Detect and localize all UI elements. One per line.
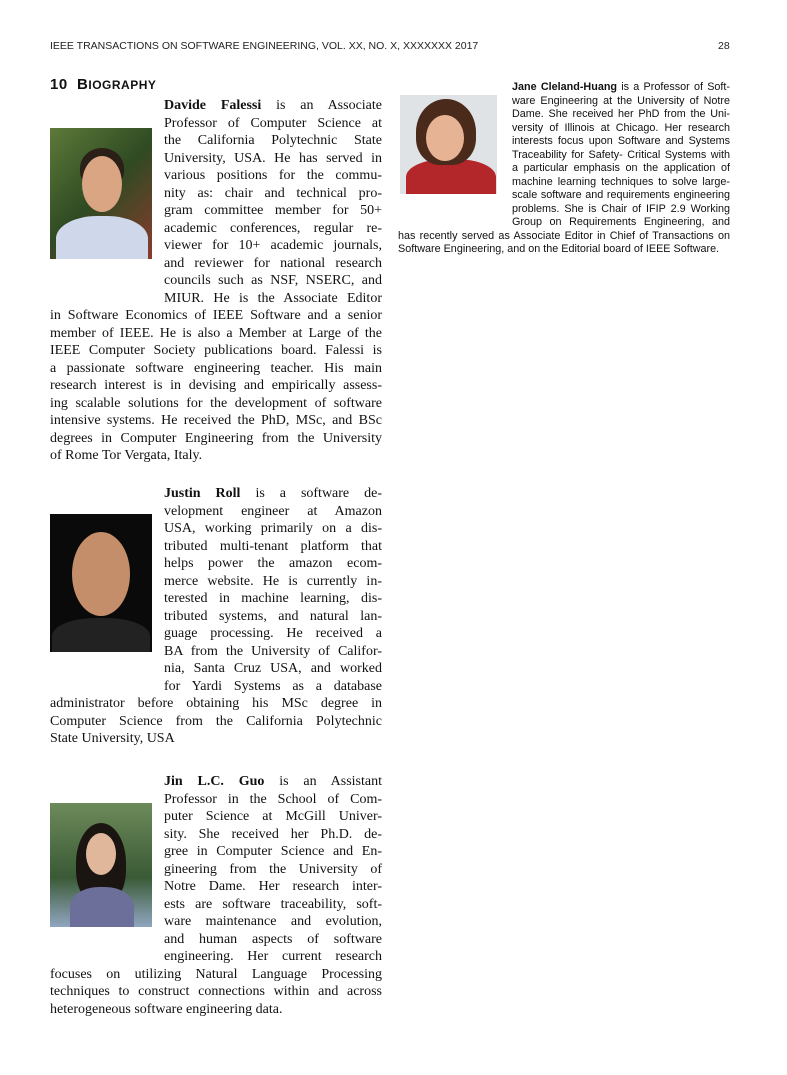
bio-line [164, 773, 382, 791]
running-header: IEEE TRANSACTIONS ON SOFTWARE ENGINEERING, VOL. XX, NO. X, XXXXXXX 2017 [50, 40, 479, 52]
bio-line [164, 808, 382, 826]
bio-text: puter Science at McGill Univer- [164, 809, 382, 824]
bio-text: gram committee member for 50+ [164, 203, 382, 218]
bio-text: Traceability for Safety- Critical Systems with [512, 148, 730, 161]
bio-text: a particular emphasis on the application of [512, 162, 730, 174]
bio-text: nia, Santa Cruz USA, and worked [164, 661, 382, 676]
bio-justin-roll [50, 485, 382, 748]
bio-text: the California Polytechnic State [164, 133, 382, 148]
bio-text: for Yardi Systems as a database [164, 678, 382, 694]
bio-line [164, 678, 382, 696]
bio-line [164, 132, 382, 150]
bio-text: is a software de- [255, 486, 382, 501]
bio-line [512, 108, 730, 122]
bio-text: academic conferences, regular re- [164, 220, 382, 236]
bio-text: helps power the amazon ecom- [164, 556, 382, 571]
bio-text: is an Assistant [279, 774, 382, 789]
section-heading [50, 76, 156, 93]
bio-text: sity. She received her Ph.D. de- [164, 826, 382, 842]
bio-line [164, 660, 382, 678]
bio-line: IEEE Computer Society publications board. Falessi is [50, 343, 382, 358]
bio-line [164, 861, 382, 879]
bio-line: member of IEEE. He is also a Member at Large of the [50, 325, 382, 341]
bio-line [164, 255, 382, 273]
bio-text: gree in Computer Science and En- [164, 844, 382, 859]
bio-line [164, 791, 382, 809]
bio-text: problems. She is Chair of IFIP 2.9 Working [512, 202, 730, 215]
bio-line [164, 290, 382, 308]
bio-line: degrees in Computer Engineering from the University [50, 430, 382, 446]
bio-line: intensive systems. He received the PhD, MSc, and BSc [50, 413, 382, 428]
author-name: Jin L.C. Guo [164, 774, 265, 789]
bio-text: velopment engineer at Amazon [164, 503, 382, 519]
section-title-rest: IOGRAPHY [88, 78, 157, 92]
bio-text: interests focus upon Software and Systems [512, 135, 730, 147]
bio-text: guage processing. He received a [164, 626, 382, 641]
bio-line: of Rome Tor Vergata, Italy. [50, 448, 203, 463]
bio-text: Professor in the School of Com- [164, 791, 382, 807]
bio-text: councils such as NSF, NSERC, and [164, 273, 382, 288]
bio-line [164, 948, 382, 966]
bio-text: Professor of Computer Science at [164, 115, 382, 131]
section-number: 10 [50, 76, 68, 93]
bio-text: is an Associate [276, 98, 382, 113]
bio-line [164, 843, 382, 861]
bio-line [164, 555, 382, 573]
bio-line [164, 625, 382, 643]
bio-line: focuses on utilizing Natural Language Processing [50, 966, 382, 982]
bio-line: a passionate software engineering teacher. His main [50, 360, 382, 376]
bio-line [164, 913, 382, 931]
bio-text: Notre Dame. Her research inter- [164, 879, 382, 894]
bio-line [164, 237, 382, 255]
bio-line [164, 590, 382, 608]
bio-text: MIUR. He is the Associate Editor [164, 290, 382, 306]
bio-line [164, 896, 382, 914]
bio-text: various positions for the commu- [164, 168, 382, 183]
author-name: Jane Cleland-Huang [512, 81, 618, 93]
bio-line: administrator before obtaining his MSc degree in [50, 696, 382, 711]
bio-text: University, USA. He has served in [164, 150, 382, 166]
bio-line: Computer Science from the California Polytechnic [50, 713, 382, 729]
bio-line: has recently served as Associate Editor in Chief of Transactions on [398, 229, 730, 242]
section-title-initial: B [77, 76, 89, 93]
bio-text: Group on Requirements Engineering, and [512, 216, 730, 228]
bio-text: and reviewer for national research [164, 255, 382, 271]
bio-text: USA, working primarily on a dis- [164, 521, 382, 536]
bio-line [512, 95, 730, 109]
bio-line [164, 167, 382, 185]
bio-line [512, 203, 730, 217]
bio-line [164, 538, 382, 556]
bio-line [512, 122, 730, 136]
bio-line [164, 272, 382, 290]
bio-text: nity as: chair and technical pro- [164, 185, 382, 201]
bio-line [164, 115, 382, 133]
bio-line [512, 149, 730, 163]
bio-line [512, 81, 730, 95]
bio-text: machine learning techniques to solve large- [512, 175, 730, 188]
bio-line [164, 608, 382, 626]
bio-text: tributed systems, and natural lan- [164, 608, 382, 624]
bio-text: and human aspects of software [164, 931, 382, 947]
bio-davide-falessi [50, 97, 382, 465]
bio-line [164, 931, 382, 949]
bio-line: ing scalable solutions for the development of software [50, 395, 382, 411]
bio-text: engineering. Her current research [164, 949, 382, 964]
bio-line [164, 826, 382, 844]
author-name: Davide Falessi [164, 98, 262, 113]
bio-line [512, 135, 730, 149]
bio-line [164, 97, 382, 115]
bio-text: terested in machine learning, dis- [164, 591, 382, 606]
bio-text: merce website. He is currently in- [164, 573, 382, 589]
bio-text: viewer for 10+ academic journals, [164, 238, 382, 253]
bio-text: is a Professor of Soft- [621, 81, 731, 93]
bio-line: in Software Economics of IEEE Software and a senior [50, 308, 382, 323]
bio-line [164, 503, 382, 521]
bio-text: BA from the University of Califor- [164, 643, 382, 659]
bio-jane-cleland-huang [398, 81, 730, 257]
bio-line [164, 150, 382, 168]
bio-line [164, 202, 382, 220]
bio-line [164, 573, 382, 591]
bio-text: Dame. She received her PhD from the Uni- [512, 108, 730, 120]
author-name: Justin Roll [164, 486, 241, 501]
bio-line: techniques to construct connections within and across [50, 984, 382, 999]
bio-line [164, 520, 382, 538]
bio-text: versity of Illinois at Chicago. Her research [512, 121, 730, 134]
bio-line [164, 643, 382, 661]
bio-line: heterogeneous software engineering data. [50, 1001, 283, 1017]
bio-text: ware Engineering at the University of Notre [512, 94, 730, 107]
bio-jin-guo [50, 773, 382, 1018]
bio-line [164, 185, 382, 203]
bio-line [164, 878, 382, 896]
bio-line [512, 189, 730, 203]
bio-line [512, 162, 730, 176]
bio-text: tributed multi-tenant platform that [164, 538, 382, 554]
bio-line [512, 176, 730, 190]
page-number: 28 [718, 40, 730, 52]
bio-line: research interest is in devising and empirically assess- [50, 378, 382, 393]
bio-text: ests are software traceability, soft- [164, 896, 382, 912]
bio-line: State University, USA [50, 731, 175, 746]
bio-text: scale software and requirements engineering [512, 189, 730, 201]
bio-line [164, 485, 382, 503]
bio-line [512, 216, 730, 230]
bio-text: gineering from the University of [164, 861, 382, 877]
bio-text: ware maintenance and evolution, [164, 914, 382, 929]
bio-line [164, 220, 382, 238]
bio-line: Software Engineering, and on the Editorial board of IEEE Software. [398, 243, 720, 255]
